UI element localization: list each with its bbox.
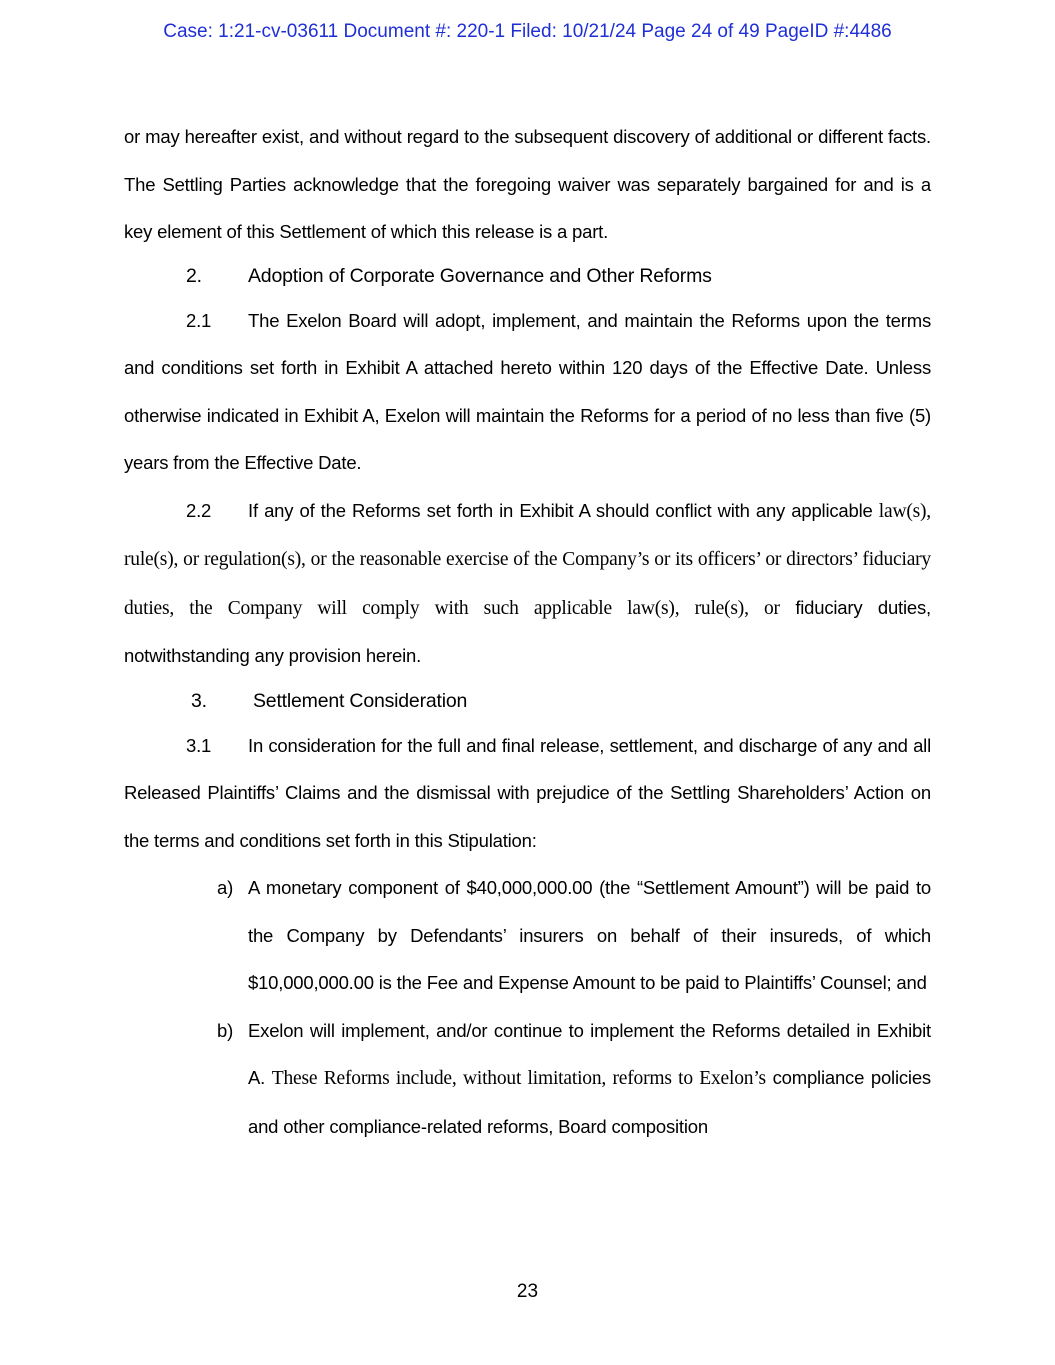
list-item-text: Exelon will implement, and/or continue to implement the Reforms detailed in Exhibit A. (248, 1019, 931, 1088)
list-marker: a) (217, 877, 234, 898)
paragraph-number: 2.1 (186, 309, 212, 331)
paragraph-2-2 (124, 487, 931, 680)
list-item (124, 864, 931, 1007)
paragraph-text: If any of the Reforms set forth in Exhibit A should conflict with any applicable (248, 499, 873, 521)
paragraph-number: 2.2 (186, 499, 212, 521)
paragraph-3-1 (124, 722, 931, 865)
section-title: Settlement Consideration (253, 689, 468, 712)
paragraph-number: 3.1 (186, 734, 212, 756)
page-number: 23 (516, 1281, 539, 1302)
section-heading-2 (124, 255, 931, 297)
list-item-text-serif: These Reforms include, without limitation, reforms to Exelon’s (271, 1068, 766, 1089)
paragraph-text-serif: law(s), rule(s), or regulation(s), or the reasonable exercise of the Company’s or its officers’ or directors’ fiduciary duties, the Company will comply with such applicable law(s), rule(s), or (124, 500, 931, 619)
paragraph-text: In consideration for the full and final release, settlement, and discharge of any and all Released Plaintiffs’ Claims and the dismissal with prejudice of the Settling Shareholders’ Action on the terms and conditions set forth in this Stipulation: (124, 734, 931, 851)
consideration-list (124, 864, 931, 1150)
document-body (124, 113, 931, 1150)
list-item-text: compliance policies and other compliance-related reforms, Board composition (248, 1067, 931, 1137)
case-header: Case: 1:21-cv-03611 Document #: 220-1 Filed: 10/21/24 Page 24 of 49 PageID #:4486 (163, 21, 892, 42)
section-title: Adoption of Corporate Governance and Other Reforms (248, 264, 712, 287)
section-heading-3 (124, 680, 931, 722)
list-item-text: A monetary component of $40,000,000.00 (the “Settlement Amount”) will be paid to the Company by Defendants’ insurers on behalf of their insureds, of which $10,000,000.00 is the Fee and Expense Amount to be paid to Plaintiffs’ Counsel; and (248, 877, 931, 993)
list-marker: b) (217, 1019, 234, 1041)
section-number: 3. (191, 689, 207, 712)
paragraph-text: The Exelon Board will adopt, implement, and maintain the Reforms upon the terms and conditions set forth in Exhibit A attached hereto within 120 days of the Effective Date. Unless otherwise indicated in Exhibit A, Exelon will maintain the Reforms for a period of no less than five (5) years from the Effective Date. (124, 309, 931, 473)
paragraph-2-1 (124, 297, 931, 487)
release-paragraph: or may hereafter exist, and without regard to the subsequent discovery of additional or different facts. The Settling Parties acknowledge that the foregoing waiver was separately bargained for and is a key element of this Settlement of which this release is a part. (124, 126, 931, 242)
section-number: 2. (186, 264, 202, 287)
list-item (124, 1007, 931, 1151)
paragraph-text: fiduciary duties, notwithstanding any provision herein. (124, 596, 931, 666)
